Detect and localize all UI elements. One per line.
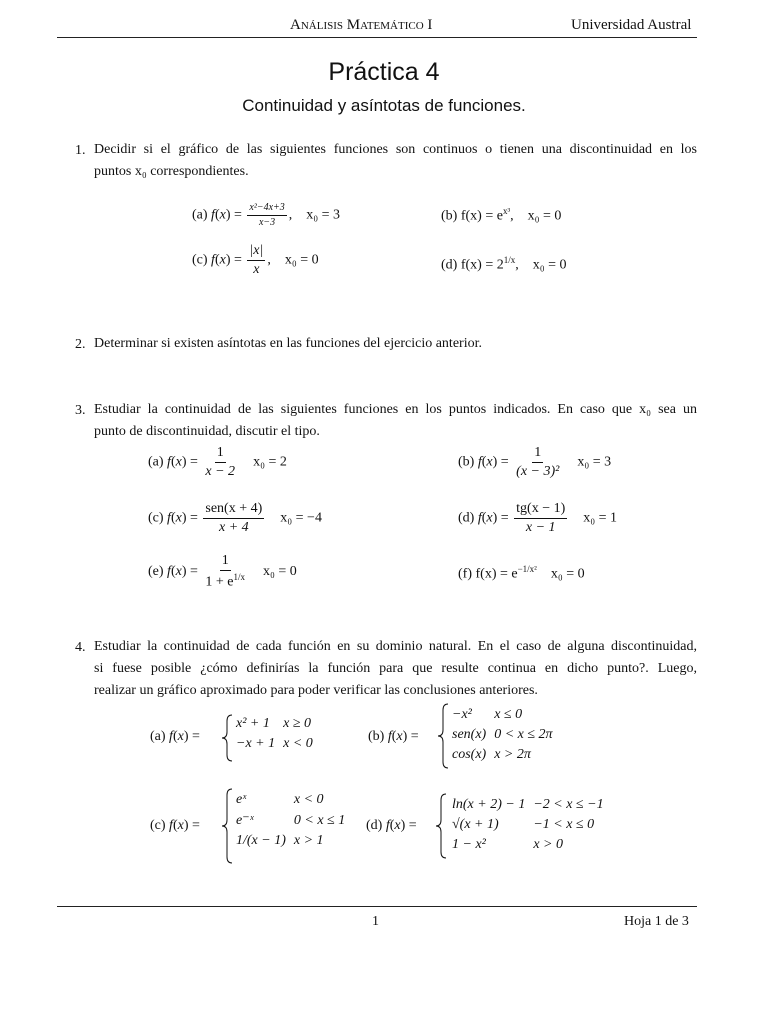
- exercise-3b-label: (b): [458, 454, 475, 470]
- exercise-4a-brace: [220, 714, 234, 762]
- page-title: Práctica 4: [328, 58, 440, 86]
- exercise-1b: (b) $f(x) = e^{x^3}$, x₀ = 0: [441, 206, 562, 224]
- exercise-3b-point: x₀ = 3: [577, 454, 612, 470]
- exercise-3c-fraction: [203, 502, 264, 535]
- exercise-4-text: [94, 636, 697, 702]
- exercise-4d-head: (d) f(x) =: [366, 818, 417, 833]
- exercise-3-line-2: punto de discontinuidad, discutir el tipo.: [94, 424, 320, 439]
- exercise-1d-label: (d): [441, 257, 458, 273]
- exercise-1c-point: x₀ = 0: [284, 252, 319, 268]
- exercise-3e-numerator: 1: [220, 554, 231, 571]
- sheet-indicator: Hoja 1 de 3: [624, 914, 689, 929]
- exercise-2-number: 2.: [75, 337, 86, 352]
- exercise-1c: (c) f(x) = $\frac{|x|}{x}$ , x₀ = 0: [192, 243, 319, 277]
- exercise-3c: (c) f(x) = $\frac{\text{sen(x + 4)}}{x + 4}$ x₀ = −4: [148, 501, 322, 535]
- exercise-1c-fraction: [247, 244, 265, 277]
- exercise-1a-denominator: x−3: [258, 217, 276, 228]
- exercise-1a-fraction: [247, 203, 286, 228]
- exercise-3a-fraction: [203, 446, 237, 479]
- exercise-4c-brace: [220, 788, 234, 864]
- exercise-3d: (d) f(x) = $\frac{tg(x - 1)}{x - 1}$ x₀ = 1: [458, 501, 618, 535]
- exercise-4a-head: (a) f(x) =: [150, 729, 200, 744]
- table-row: eˣ x < 0: [236, 792, 324, 807]
- exercise-4c-label: (c): [150, 818, 166, 833]
- exercise-1-number: 1.: [75, 143, 86, 158]
- exercise-3f: [458, 565, 585, 582]
- university-name: Universidad Austral: [571, 17, 692, 33]
- exercise-4-number: 4.: [75, 640, 86, 655]
- page-number: 1: [372, 914, 379, 929]
- exercise-3d-numerator: tg(x − 1): [514, 502, 567, 519]
- table-row: ln(x + 2) − 1 −2 < x ≤ −1: [452, 797, 604, 812]
- exercise-4b-label: (b): [368, 729, 385, 744]
- exercise-1-line-1: Decidir si el gráfico de las siguientes funciones son continuos o tienen una discontinuidad en los: [94, 142, 697, 157]
- exercise-3c-denominator: x + 4: [219, 520, 249, 535]
- exercise-1d-expr: f(x) = 2: [460, 257, 504, 273]
- exercise-1b-exponent: x³: [502, 206, 511, 216]
- exercise-3e-fraction: [203, 554, 247, 590]
- exercise-3d-denominator: x − 1: [525, 520, 556, 535]
- exercise-1b-label: (b): [441, 208, 458, 224]
- exercise-1d: (d) $f(x) = 2^{1/x}$, x₀ = 0: [441, 255, 567, 273]
- exercise-4a-cases: [236, 714, 321, 754]
- exercise-1c-numerator: |x|: [247, 244, 265, 261]
- exercise-3-line-1: Estudiar la continuidad de las siguientes funciones en los puntos indicados. En caso que x₀ sea un: [94, 402, 697, 417]
- exercise-2-text: Determinar si existen asíntotas en las funciones del ejercicio anterior.: [94, 336, 482, 351]
- table-row: 1 − x² x > 0: [452, 837, 563, 852]
- page-subtitle: Continuidad y asíntotas de funciones.: [242, 96, 526, 115]
- exercise-3f-point: x₀ = 0: [550, 566, 585, 582]
- exercise-3b: (b) f(x) = $\frac{1}{\text{(x − 3)²}}$ x₀ = 3: [458, 445, 612, 479]
- exercise-1b-point: x₀ = 0: [527, 208, 562, 224]
- exercise-4b-head: (b) f(x) =: [368, 729, 419, 744]
- exercise-3f-exponent: −1/x²: [517, 564, 537, 574]
- exercise-1c-denominator: x: [253, 262, 260, 277]
- exercise-3d-label: (d): [458, 510, 475, 526]
- exercise-3a: (a) f(x) = $\frac{1}{x - 2}$ x₀ = 2: [148, 445, 287, 479]
- exercise-3c-label: (c): [148, 510, 164, 526]
- table-row: −x² x ≤ 0: [452, 707, 523, 722]
- exercise-1a-numerator: x²−4x+3: [247, 203, 286, 216]
- table-row: 1/(x − 1) x > 1: [236, 833, 324, 848]
- exercise-4b-brace: [436, 703, 450, 769]
- exercise-4b-cases: [452, 705, 561, 765]
- exercise-1a-label: (a): [192, 207, 208, 223]
- exercise-3e-den-exponent: 1/x: [233, 572, 246, 582]
- exercise-4d-cases: [452, 795, 612, 855]
- table-row: √(x + 1) −1 < x ≤ 0: [452, 817, 595, 832]
- exercise-1-line-2: puntos x₀ correspondientes.: [94, 164, 249, 179]
- exercise-3d-point: x₀ = 1: [583, 510, 618, 526]
- table-row: −x + 1 x < 0: [236, 736, 313, 751]
- exercise-1c-label: (c): [192, 252, 208, 268]
- exercise-1a-point: x₀ = 3: [306, 207, 341, 223]
- exercise-4c-head: (c) f(x) =: [150, 818, 200, 833]
- table-row: e⁻ˣ 0 < x ≤ 1: [236, 812, 346, 828]
- header-rule: [57, 37, 697, 38]
- exercise-1d-point: x₀ = 0: [532, 257, 567, 273]
- exercise-4d-brace: [434, 793, 448, 859]
- exercise-4c-cases: [236, 790, 353, 851]
- exercise-3e-point: x₀ = 0: [263, 564, 297, 580]
- footer-rule: [57, 906, 697, 907]
- exercise-3a-point: x₀ = 2: [253, 454, 287, 470]
- exercise-1a: (a) f(x) = $\frac{\text{x²−4x+3}}{x-3}$ , x₀ = 3: [192, 202, 341, 228]
- exercise-3-number: 3.: [75, 403, 86, 418]
- exercise-4-line-1: Estudiar la continuidad de cada función en su dominio natural. En el caso de alguna discontinuidad,: [94, 639, 697, 654]
- exercise-3e: (e) f(x) = $\frac{1}{1 + e^{1/x}}$ x₀ = 0: [148, 553, 297, 590]
- table-row: cos(x) x > 2π: [452, 747, 531, 762]
- exercise-3e-label: (e): [148, 564, 164, 580]
- exercise-3b-numerator: 1: [532, 446, 543, 463]
- exercise-3a-numerator: 1: [215, 446, 226, 463]
- table-row: sen(x) 0 < x ≤ 2π: [452, 727, 553, 742]
- exercise-3d-fraction: [514, 502, 567, 535]
- exercise-4-line-3: realizar un gráfico aproximado para poder verificar las conclusiones anteriores.: [94, 683, 538, 698]
- exercise-3b-fraction: [514, 446, 561, 479]
- exercise-3b-denominator: (x − 3)²: [516, 464, 560, 479]
- exercise-1d-exponent: 1/x: [503, 255, 516, 265]
- exercise-4a-label: (a): [150, 729, 166, 744]
- exercise-3c-numerator: sen(x + 4): [203, 502, 264, 519]
- exercise-3-text: [94, 399, 697, 443]
- exercise-3f-label: (f): [458, 566, 472, 582]
- exercise-3c-point: x₀ = −4: [280, 510, 322, 526]
- exercise-1b-expr: f(x) = e: [460, 208, 503, 224]
- exercise-1-text: [94, 139, 697, 183]
- exercise-3f-expr: f(x) = e: [475, 566, 518, 582]
- exercise-3a-label: (a): [148, 454, 164, 470]
- exercise-4-line-2: si fuese posible ¿cómo definirías la función para que resulte continua en dicho punto?. Luego,: [94, 661, 697, 676]
- course-name: Análisis Matemático I: [290, 17, 433, 33]
- table-row: x² + 1 x ≥ 0: [236, 716, 312, 731]
- exercise-3e-denominator: $1 + e^{1/x}$: [205, 572, 246, 590]
- exercise-4d-label: (d): [366, 818, 383, 833]
- exercise-3a-denominator: x − 2: [205, 464, 236, 479]
